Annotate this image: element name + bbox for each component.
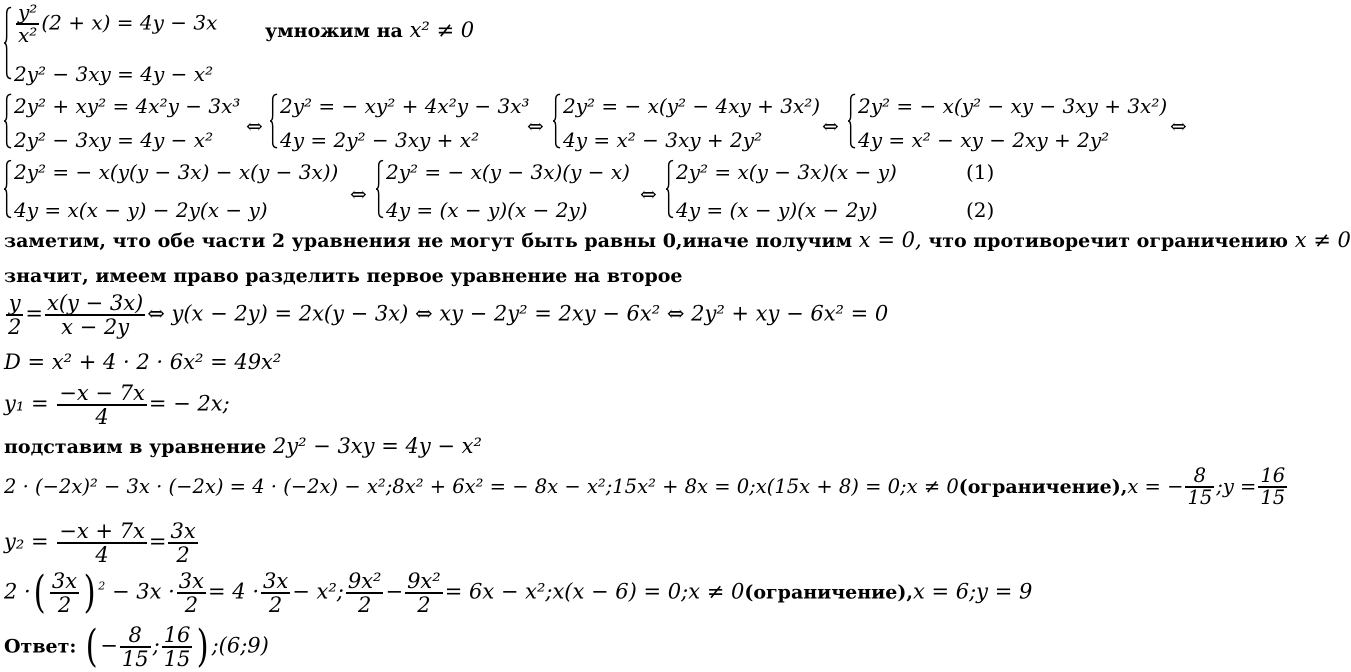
y2-equation <box>4 520 200 566</box>
divide-note <box>4 265 683 286</box>
fraction-numerator: 8 <box>1185 466 1214 488</box>
equivalence-symbol: ⇔ <box>822 114 839 138</box>
note-line <box>4 230 1351 251</box>
equation-text: 4y = (x − y)(x − 2y) <box>676 198 878 222</box>
fraction-numerator: x(y − 3x) <box>46 291 144 315</box>
equation-text: 2y² − 3xy = 4y − x² <box>14 62 214 86</box>
fraction-denominator: 15 <box>163 647 191 672</box>
brace-icon <box>848 90 856 152</box>
equation-text: 2y² − 3xy = 4y − x² <box>14 128 214 152</box>
equation-text: − <box>100 633 118 658</box>
system-step-4 <box>848 90 1168 152</box>
note-text: что противоречит ограничению <box>928 230 1289 252</box>
brace-icon <box>4 2 12 84</box>
division-equation: $\frac{y}{2}$ = $\frac{x(y - 3x)}{x - 2y}$ ⇔ y(x − 2y) = 2x(y − 3x) ⇔ xy − 2y² = 2xy − 6x² ⇔ 2y² + xy − 6x² = 0 <box>8 291 889 340</box>
brace-icon <box>553 90 561 152</box>
equation-text: = 4 · <box>208 579 259 604</box>
multiply-note: умножим на x² ≠ 0 <box>265 18 475 42</box>
restriction-text: (ограничение), <box>958 475 1128 498</box>
exponent: 2 <box>98 579 106 593</box>
equation-text: 2 · (−2x)² − 3x · (−2x) = 4 · (−2x) − x²;8x² + 6x² = − 8x − x²;15x² + 8x = 0;x(15x + 8) = 0;x ≠ 0 <box>4 474 959 498</box>
equation-text: = <box>148 529 167 554</box>
fraction <box>16 2 39 46</box>
fraction-denominator: 4 <box>95 543 109 568</box>
equivalence-symbol: ⇔ <box>1170 114 1187 138</box>
fraction-denominator: 2 <box>417 593 431 618</box>
fraction-numerator: 3x <box>178 569 205 593</box>
note-text: заметим, что обе части 2 уравнения не могут быть равны 0, <box>4 230 683 252</box>
system-step-2 <box>270 90 530 152</box>
equivalence-symbol: ⇔ <box>246 114 263 138</box>
fraction-numerator: 9x² <box>407 569 441 593</box>
fraction-denominator: 2 <box>176 543 190 568</box>
equation-text: 2y² = − x(y² − xy − 3xy + 3x²) <box>858 94 1168 118</box>
fraction-numerator: 8 <box>120 624 151 648</box>
substitution-y2-line: 2 ·( $\frac{3x}{2}$ ) $^2$ − 3x · $\frac{3x}{2}$ = 4 · $\frac{3x}{2}$ − x²; $\frac{\text{9x²}}{2}$ − $\frac{\text{9x²}}{2}$ = 6x − x²;x(x − 6) = 0;x ≠ 0(ограничение),x = 6;y = 9 <box>4 567 1033 619</box>
brace-icon <box>4 90 12 152</box>
equation-label: (1) <box>966 160 995 184</box>
equation-text: ; <box>152 633 160 658</box>
note-math: x ≠ 0 <box>1294 228 1351 252</box>
equivalence-symbol: ⇔ <box>350 182 367 206</box>
brace-icon <box>4 156 12 222</box>
equation-text: − x²; <box>292 579 344 604</box>
system-final <box>666 156 916 222</box>
fraction-denominator: 15 <box>1187 486 1213 510</box>
equation-text: 4y = 2y² − 3xy + x² <box>280 128 480 152</box>
equation-text: y₁ = <box>4 391 49 416</box>
equation-text: 2y² = − x(y(y − 3x) − x(y − 3x)) <box>14 160 339 184</box>
fraction-numerator: −x + 7x <box>59 519 145 543</box>
fraction-denominator: 15 <box>1260 486 1286 510</box>
note-text: подставим в уравнение <box>4 436 267 458</box>
substitution-y1-line <box>4 466 1289 509</box>
substitution-note <box>4 436 482 457</box>
equation-text: 2y² = x(y − 3x)(x − y) <box>676 160 897 184</box>
brace-icon <box>666 156 674 222</box>
fraction-denominator: 2 <box>184 593 199 618</box>
note-text: иначе получим <box>682 230 853 252</box>
equation-text: x = 6;y = 9 <box>912 579 1033 604</box>
note-text: значит, имеем право разделить первое уравнение на второе <box>4 265 683 287</box>
fraction-denominator: 4 <box>95 405 109 430</box>
equation-text: 2y² + xy² = 4x²y − 3x³ <box>14 94 241 118</box>
system-initial <box>4 2 264 86</box>
equation-text: 2y² = − xy² + 4x²y − 3x³ <box>280 94 530 118</box>
note-math: x = 0, <box>858 228 922 252</box>
equation-text: = 6x − x²;x(x − 6) = 0;x ≠ 0 <box>444 579 745 604</box>
equation-text: ⇔ y(x − 2y) = 2x(y − 3x) ⇔ xy − 2y² = 2xy − 6x² ⇔ 2y² + xy − 6x² = 0 <box>147 301 889 326</box>
fraction-numerator: 3x <box>51 569 78 593</box>
equation-text: ;y = <box>1216 474 1257 498</box>
equivalence-symbol: ⇔ <box>640 182 657 206</box>
fraction-denominator: 2 <box>57 593 72 618</box>
fraction-numerator: 16 <box>163 623 191 647</box>
fraction-denominator: 2 <box>357 593 372 618</box>
system-step-3 <box>553 90 823 152</box>
fraction-numerator: 3x <box>263 569 289 593</box>
system-step-6 <box>376 156 638 222</box>
fraction-denominator: 15 <box>121 647 149 672</box>
fraction-denominator: 2 <box>268 593 283 618</box>
fraction-numerator: y² <box>18 0 38 24</box>
fraction-numerator: 3x <box>170 519 196 543</box>
equation-text: x = − <box>1127 474 1184 498</box>
equation-text: 2y² = − x(y² − 4xy + 3x²) <box>563 94 821 118</box>
equation-text: (2 + x) = 4y − 3x <box>41 10 218 35</box>
equation-text: 4y = x² − xy − 2xy + 2y² <box>858 128 1110 152</box>
answer-line: Ответ: ( − $\frac{8}{15}$ ; $\frac{16}{15}$ ) ;(6;9) <box>4 621 269 672</box>
system-step-1 <box>4 90 244 152</box>
fraction-denominator: x − 2y <box>61 315 130 340</box>
fraction-denominator: x² <box>18 23 38 47</box>
y1-equation <box>4 382 230 428</box>
equation-text: 2y² = − x(y − 3x)(y − x) <box>386 160 630 184</box>
equivalence-symbol: ⇔ <box>527 114 544 138</box>
note-math: 2y² − 3xy = 4y − x² <box>272 434 482 458</box>
equation-text: 2 · <box>4 579 31 604</box>
equation-text: ;(6;9) <box>211 633 269 658</box>
discriminant-equation: D = x² + 4 · 2 · 6x² = 49x² <box>4 350 282 374</box>
equation-label: (2) <box>966 198 995 222</box>
restriction-text: (ограничение), <box>744 581 913 604</box>
equation-text: = − 2x; <box>148 391 230 416</box>
equation-text: − 3x · <box>111 579 175 604</box>
system-step-5 <box>4 156 349 222</box>
fraction-numerator: 16 <box>1260 464 1286 487</box>
equation-text: y₂ = <box>4 529 49 554</box>
equation-text: − <box>385 579 404 604</box>
fraction-denominator: 2 <box>8 315 22 340</box>
equation-text: 4y = x² − 3xy + 2y² <box>563 128 763 152</box>
equation-text: 4y = x(x − y) − 2y(x − y) <box>14 198 268 222</box>
brace-icon <box>376 156 384 222</box>
equation-text: 4y = (x − y)(x − 2y) <box>386 198 588 222</box>
fraction-numerator: 9x² <box>347 569 382 593</box>
answer-label: Ответ: <box>4 635 77 658</box>
brace-icon <box>270 90 278 152</box>
fraction-numerator: y <box>6 292 23 316</box>
fraction-numerator: −x − 7x <box>59 381 145 405</box>
